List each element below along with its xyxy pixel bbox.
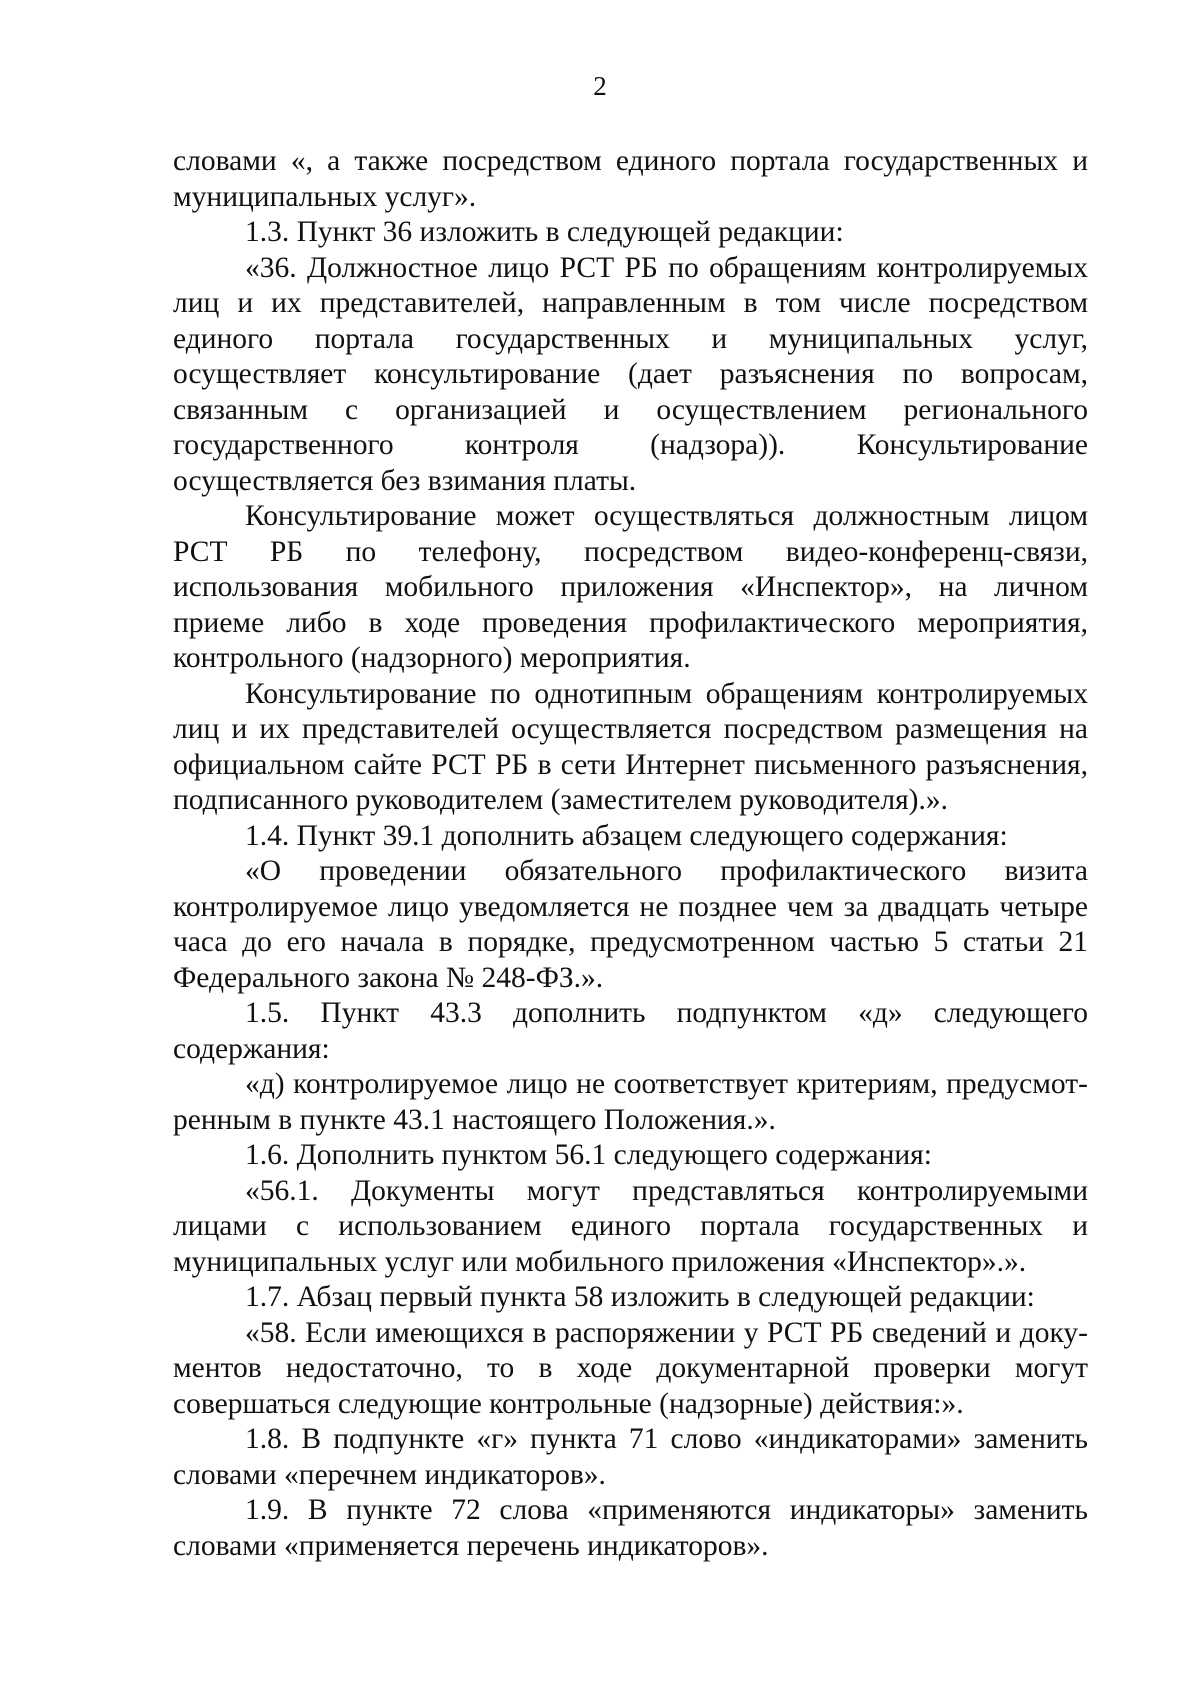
paragraph-3: «36. Должностное лицо РСТ РБ по обращениям контролируемых лиц и их представителей, направленным в том числе посредством единого портала государственных и муниципальных услуг, осуществляет консультирование (дает разъяснения по вопросам, связанным с организацией и осуществлением регионального государственного контроля (надзора)). Консультирование осуществляется без взимания платы. bbox=[173, 251, 1088, 497]
paragraph-9: «д) контролируемое лицо не соответствует критериям, предусмотренным в пункте 43.1 настоящего Положения.». bbox=[173, 1068, 1088, 1136]
paragraph-12: 1.7. Абзац первый пункта 58 изложить в следующей редакции: bbox=[245, 1281, 1035, 1313]
document-body bbox=[173, 144, 1088, 1564]
paragraph-14: 1.8. В подпункте «г» пункта 71 слово «индикаторами» заменить словами «перечнем индикаторов». bbox=[173, 1423, 1088, 1491]
paragraph-2: 1.3. Пункт 36 изложить в следующей редакции: bbox=[245, 216, 844, 248]
paragraph-8: 1.5. Пункт 43.3 дополнить подпунктом «д» следующего содержания: bbox=[173, 997, 1088, 1065]
paragraph-6: 1.4. Пункт 39.1 дополнить абзацем следующего содержания: bbox=[245, 819, 1008, 852]
paragraph-11: «56.1. Документы могут представляться контролируемыми лицами с использованием единого портала государственных и муниципальных услуг или мобильного приложения «Инспектор».». bbox=[173, 1174, 1088, 1278]
paragraph-4: Консультирование может осуществляться должностным лицом РСТ РБ по телефону, посредством видео-конференц-связи, использования мобильного приложения «Инспектор», на личном приеме либо в ходе проведения профилактического мероприятия, контрольного (надзорного) мероприятия. bbox=[173, 500, 1088, 674]
paragraph-1: словами «, а также посредством единого портала государственных и муниципальных услуг». bbox=[173, 145, 1088, 213]
paragraph-7: «О проведении обязательного профилактического визита контролируемое лицо уведомляется не позднее чем за двадцать четыре часа до его начала в порядке, предусмотренном частью 5 статьи 21 Федерального закона № 248-ФЗ.». bbox=[173, 855, 1088, 994]
page-number: 2 bbox=[593, 71, 607, 101]
paragraph-5: Консультирование по однотипным обращениям контролируемых лиц и их представителей осуществляется посредством размещения на официальном сайте РСТ РБ в сети Интернет письменного разъяснения, подписанного руководителем (заместителем руководителя).». bbox=[173, 677, 1088, 816]
paragraph-10: 1.6. Дополнить пунктом 56.1 следующего содержания: bbox=[245, 1139, 932, 1171]
paragraph-13: «58. Если имеющихся в распоряжении у РСТ РБ сведений и документов недостаточно, то в ходе документарной проверки могут совершаться следующие контрольные (надзорные) действия:». bbox=[173, 1316, 1088, 1420]
paragraph-15: 1.9. В пункте 72 слова «применяются индикаторы» заменить словами «применяется перечень индикаторов». bbox=[173, 1494, 1088, 1562]
